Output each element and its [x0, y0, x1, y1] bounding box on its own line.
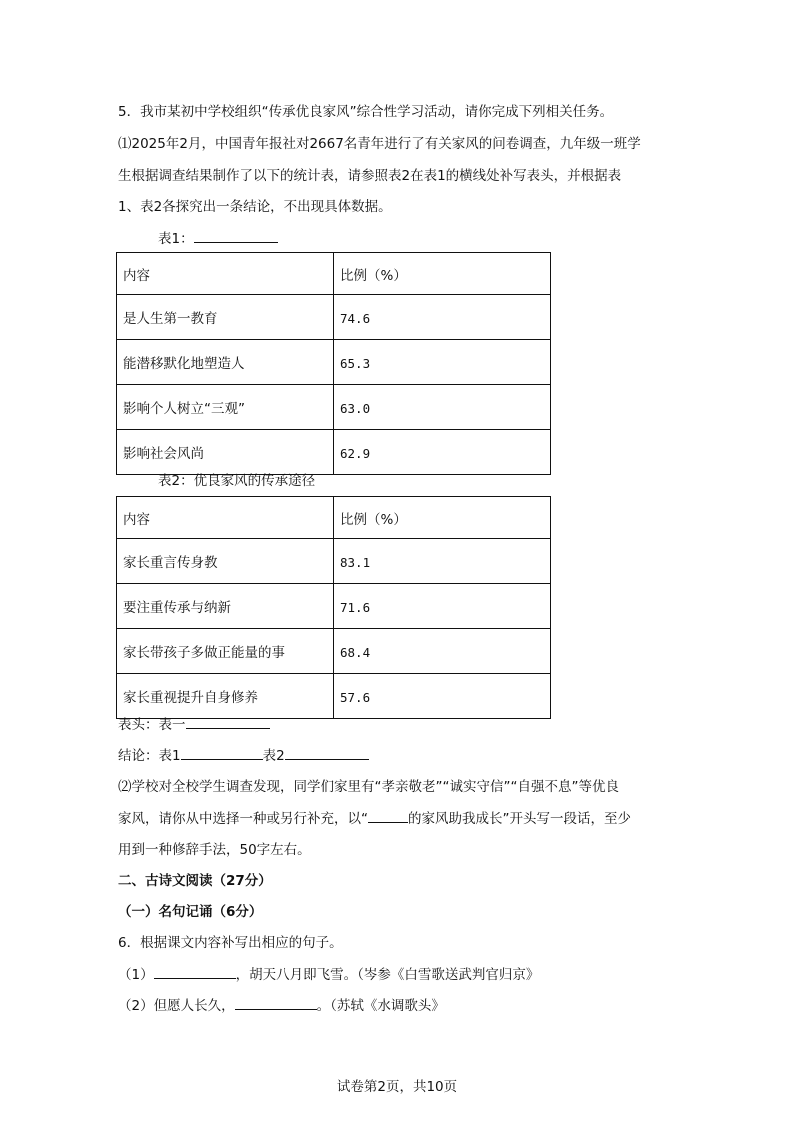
conclusion-table1-blank[interactable]: [181, 745, 263, 760]
q6-stem: 6．根据课文内容补写出相应的句子。: [118, 935, 343, 951]
q6-item-1-suffix: ，胡天八月即飞雪。（岑参《白雪歌送武判官归京》: [235, 967, 540, 983]
table-cell: 57.6: [334, 674, 551, 719]
q6-item-1: [118, 964, 539, 985]
q6-item-1-blank[interactable]: [154, 964, 236, 979]
conclusion-table2-blank[interactable]: [285, 745, 369, 760]
answer-header: [118, 714, 270, 735]
table-row: [117, 674, 551, 719]
section2-subtitle: （一）名句记诵（6分）: [118, 904, 263, 920]
table-cell: 71.6: [334, 584, 551, 629]
answer-conclusion-label: 结论：表1: [118, 748, 181, 764]
table-row: [117, 253, 551, 295]
table-row: [117, 497, 551, 539]
page-footer: 试卷第2页，共10页: [336, 1079, 458, 1095]
table-row: [117, 584, 551, 629]
answer-header-blank[interactable]: [186, 714, 270, 729]
q5-sub1-line2: 生根据调查结果制作了以下的统计表，请参照表2在表1的横线处补写表头，并根据表: [118, 168, 622, 184]
table2-header-ratio: 比例（%）: [334, 497, 551, 539]
q5-sub2-line1: ⑵学校对全校学生调查发现，同学们家里有“孝亲敬老”“诚实守信”“自强不息”等优良: [118, 779, 619, 795]
q5-sub1-line3: 1、表2各探究出一条结论，不出现具体数据。: [118, 199, 392, 215]
q6-item-2: [118, 995, 445, 1016]
table-cell: 63.0: [334, 385, 551, 430]
table-cell: 家长重视提升自身修养: [117, 674, 334, 719]
q6-item-1-prefix: （1）: [118, 967, 154, 983]
table1-header-ratio: 比例（%）: [334, 253, 551, 295]
table1-header-content: 内容: [117, 253, 334, 295]
q5-stem: 5．我市某初中学校组织“传承优良家风”综合性学习活动，请你完成下列相关任务。: [118, 104, 614, 120]
q5-sub2-line2-part1: 家风，请你从中选择一种或另行补充，以“: [118, 811, 368, 827]
table1-caption-label: 表1：: [158, 231, 194, 247]
table-row: [117, 385, 551, 430]
table-row: [117, 295, 551, 340]
q6-item-2-suffix: 。（苏轼《水调歌头》: [316, 998, 445, 1014]
table-row: [117, 340, 551, 385]
table-cell: 65.3: [334, 340, 551, 385]
answer-conclusion: [118, 745, 369, 766]
q5-sub1-line1: ⑴2025年2月，中国青年报社对2667名青年进行了有关家风的问卷调查，九年级一班学: [118, 136, 641, 152]
table-cell: 74.6: [334, 295, 551, 340]
table-cell: 家长重言传身教: [117, 539, 334, 584]
table-row: [117, 629, 551, 674]
table-cell: 影响个人树立“三观”: [117, 385, 334, 430]
table-cell: 83.1: [334, 539, 551, 584]
q6-item-2-prefix: （2）但愿人长久，: [118, 998, 235, 1014]
table-cell: 68.4: [334, 629, 551, 674]
table-cell: 要注重传承与纳新: [117, 584, 334, 629]
sub2-topic-blank[interactable]: [368, 808, 408, 823]
section2-title: 二、古诗文阅读（27分）: [118, 873, 272, 889]
answer-conclusion-table2-label: 表2: [262, 748, 285, 764]
table2: [116, 496, 551, 719]
table-cell: 影响社会风尚: [117, 430, 334, 475]
table-cell: 家长带孩子多做正能量的事: [117, 629, 334, 674]
q5-sub2-line2: [118, 808, 631, 829]
table-row: [117, 539, 551, 584]
table1-caption: [158, 228, 278, 249]
table1: [116, 252, 551, 475]
answer-header-label: 表头：表一: [118, 717, 186, 733]
table2-header-content: 内容: [117, 497, 334, 539]
q5-sub2-line3: 用到一种修辞手法，50字左右。: [118, 842, 311, 858]
table-row: [117, 430, 551, 475]
table1-title-blank[interactable]: [194, 228, 278, 243]
table-cell: 是人生第一教育: [117, 295, 334, 340]
table-cell: 能潜移默化地塑造人: [117, 340, 334, 385]
q5-sub2-line2-part2: 的家风助我成长”开头写一段话，至少: [408, 811, 631, 827]
q6-item-2-blank[interactable]: [235, 995, 317, 1010]
table-cell: 62.9: [334, 430, 551, 475]
table2-caption: 表2：优良家风的传承途径: [158, 473, 316, 489]
